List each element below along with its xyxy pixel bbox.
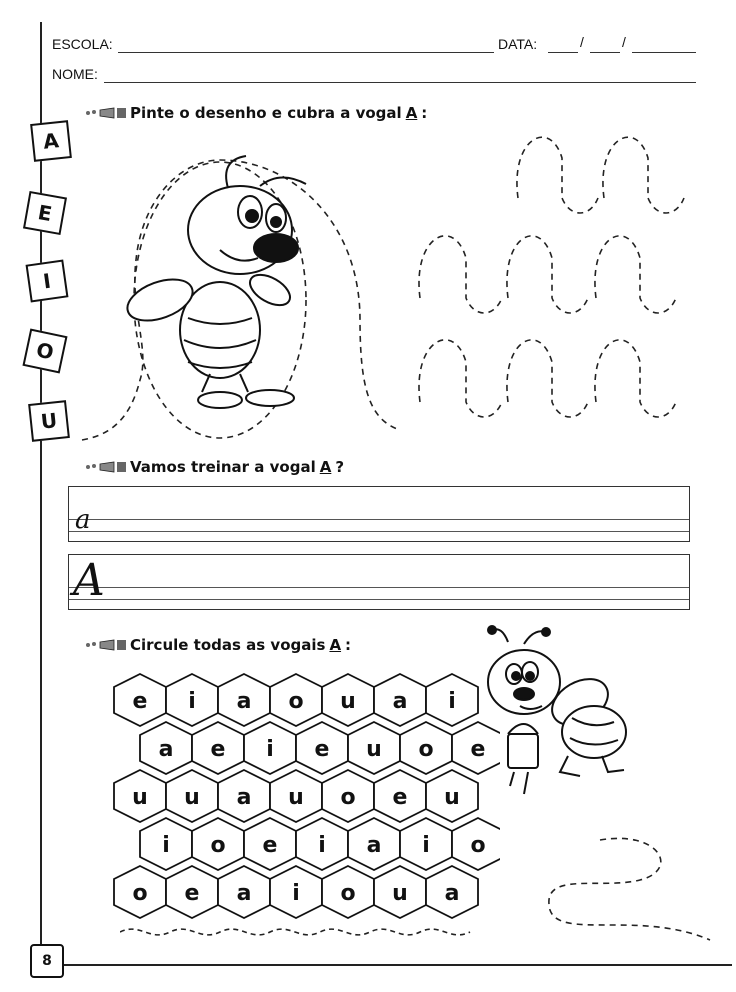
hex-cell-letter: o [288,689,304,714]
hex-cell[interactable] [322,674,374,726]
paint-instruction [84,104,427,122]
hex-cell-letter: i [188,689,196,714]
circle-instruction-suffix: : [345,636,352,654]
hex-cell-letter: i [318,833,326,858]
writing-model-uppercase: A [73,555,105,606]
hex-cell-letter: i [422,833,430,858]
hex-cell[interactable] [244,722,296,774]
paint-instruction-suffix: : [421,104,428,122]
name-label: NOME: [52,66,98,82]
date-day-field[interactable] [548,52,578,53]
bee-with-bucket-illustration [484,622,634,802]
hex-cell[interactable] [166,674,218,726]
date-month-field[interactable] [590,52,620,53]
hex-cell-letter: u [184,785,200,810]
hex-cell-letter: e [262,833,278,858]
vowel-tab-a: A [30,120,72,162]
hex-cell-letter: o [340,785,356,810]
bee-illustration [122,156,306,408]
hex-cell-letter: a [236,785,252,810]
date-year-field[interactable] [632,52,696,53]
paint-instruction-text: Pinte o desenho e cubra a vogal [130,104,402,122]
circle-instruction-vowel: A [329,636,342,654]
hex-cell-letter: i [266,737,274,762]
date-label: DATA: [498,36,538,52]
circle-instruction [84,636,351,654]
hex-cell-letter: o [418,737,434,762]
hex-cell-letter: a [158,737,174,762]
hex-cell-letter: a [444,881,460,906]
train-instruction-text: Vamos treinar a vogal [130,458,316,476]
vowel-tab-u: U [28,400,70,442]
hex-cell[interactable] [374,770,426,822]
hex-cell-letter: o [210,833,226,858]
hex-cell[interactable] [166,770,218,822]
hex-cell[interactable] [218,770,270,822]
hex-cell-letter: e [210,737,226,762]
hex-cell[interactable] [114,770,166,822]
hex-cell-letter: u [340,689,356,714]
hex-cell-letter: e [132,689,148,714]
pencil-bullet-icon [84,460,126,474]
hex-cell-letter: o [470,833,486,858]
hex-cell[interactable] [426,770,478,822]
hex-cell[interactable] [296,722,348,774]
date-sep-1: / [580,34,584,50]
hex-cell-letter: i [292,881,300,906]
hex-cell-letter: u [392,881,408,906]
hex-cell[interactable] [426,674,478,726]
hex-cell[interactable] [374,674,426,726]
hex-cell-letter: o [340,881,356,906]
hex-cell-letter: e [184,881,200,906]
hex-cell-letter: a [392,689,408,714]
hex-cell-letter: u [366,737,382,762]
hex-cell[interactable] [322,770,374,822]
hex-cell[interactable] [270,770,322,822]
school-field[interactable] [118,52,494,53]
pencil-bullet-icon [84,638,126,652]
hex-cell-letter: e [392,785,408,810]
hex-cell-letter: u [444,785,460,810]
hex-cell-letter: a [236,689,252,714]
hex-cell-letter: a [236,881,252,906]
name-field[interactable] [104,82,696,83]
train-instruction [84,458,344,476]
hex-cell[interactable] [140,722,192,774]
vowel-tab-e: E [23,191,67,235]
writing-band-lowercase[interactable] [68,486,690,542]
hex-cell[interactable] [400,722,452,774]
page-number: 8 [30,944,64,978]
hex-cell[interactable] [270,674,322,726]
hex-cell-letter: i [448,689,456,714]
hex-cell[interactable] [114,674,166,726]
circle-instruction-text: Circule todas as vogais [130,636,326,654]
hex-cell-letter: u [288,785,304,810]
paint-instruction-vowel: A [405,104,418,122]
traced-a-with-bee [70,130,410,450]
hex-cell[interactable] [192,722,244,774]
hex-cell-letter: a [366,833,382,858]
train-instruction-suffix: ? [335,458,345,476]
hex-cell-letter: i [162,833,170,858]
dashed-trail [120,830,730,950]
hex-cell[interactable] [218,674,270,726]
vowel-tab-i: I [26,260,69,303]
hex-cell-letter: e [470,737,486,762]
writing-model-lowercase: a [75,505,91,535]
hex-cell[interactable] [348,722,400,774]
hex-cell-letter: u [132,785,148,810]
school-label: ESCOLA: [52,36,113,52]
traced-letter-practice[interactable] [400,118,700,448]
train-instruction-vowel: A [319,458,332,476]
date-sep-2: / [622,34,626,50]
vowel-tab-o: O [22,328,67,373]
writing-band-uppercase[interactable] [68,554,690,610]
pencil-bullet-icon [84,106,126,120]
hex-cell-letter: e [314,737,330,762]
hex-cell-letter: o [132,881,148,906]
